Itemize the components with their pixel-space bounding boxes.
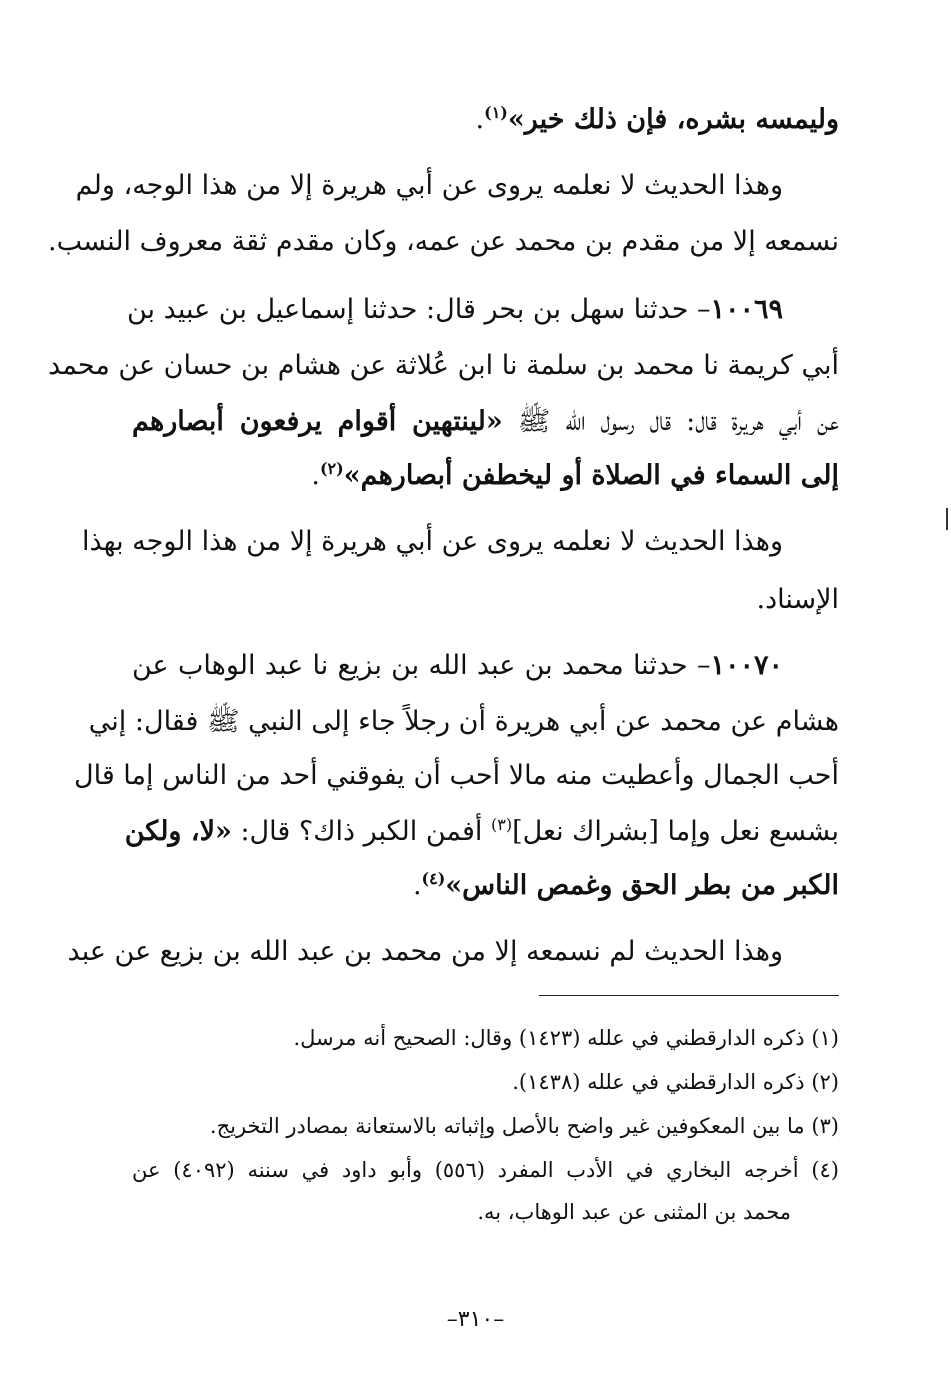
- hadith-text-bold: الكبر من بطر الحق وغمص الناس»: [445, 870, 839, 901]
- hadith-number: ١٠٠٦٩: [710, 294, 783, 325]
- footnote-2: (٢) ذكره الدارقطني في علله (١٤٣٨).: [512, 1070, 839, 1094]
- footnote-3: (٣) ما بين المعكوفين غير واضح بالأصل وإثباته بالاستعانة بمصادر التخريج.: [209, 1114, 839, 1138]
- text-line-7: [132, 456, 839, 496]
- hadith-text-bold: «لا، ولكن: [124, 816, 232, 847]
- text-line-12: أحب الجمال وأعطيت منه مالا أحب أن يفوقني أحد من الناس إما قال: [73, 760, 839, 791]
- text-line-14: [132, 866, 839, 906]
- hadith-text-bold: «لينتهين أقوام يرفعون أبصارهم: [132, 406, 503, 437]
- footnote-ref-1: (١): [484, 103, 508, 122]
- hadith-text: أفمن الكبر ذاك؟ قال:: [231, 816, 491, 847]
- line-period: .: [311, 460, 320, 491]
- text-line-5: أبي كريمة نا محمد بن سلمة نا ابن عُلاثة عن هشام بن حسان عن محمد: [48, 350, 839, 381]
- footnote-ref-3: (٣): [490, 815, 513, 834]
- text-line-1: [132, 100, 839, 140]
- text-line-13: [124, 812, 839, 852]
- text-line-3: نسمعه إلا من مقدم بن محمد عن عمه، وكان مقدم ثقة معروف النسب.: [47, 226, 839, 257]
- hadith-number: ١٠٠٧٠: [710, 650, 783, 681]
- text-line-2: وهذا الحديث لا نعلمه يروى عن أبي هريرة إلا من هذا الوجه، ولم: [75, 170, 783, 201]
- hadith-chain: عن أبي هريرة قال: قال رسول الله ﷺ: [502, 406, 839, 437]
- footnote-4-continued: محمد بن المثنى عن عبد الوهاب، به.: [477, 1200, 791, 1224]
- line-period: .: [475, 104, 485, 135]
- footnote-1: (١) ذكره الدارقطني في علله (١٤٢٣) وقال: الصحيح أنه مرسل.: [293, 1026, 839, 1050]
- hadith-text: بشسع نعل وإما [بشراك نعل]: [512, 816, 839, 847]
- footnote-4: (٤) أخرجه البخاري في الأدب المفرد (٥٥٦) وأبو داود في سننه (٤٠٩٢) عن: [132, 1158, 839, 1182]
- hadith-text-bold: وليمسه بشره، فإن ذلك خير»: [507, 104, 839, 135]
- line-period: .: [412, 870, 422, 901]
- text-line-15: وهذا الحديث لم نسمعه إلا من محمد بن عبد الله بن بزيع عن عبد: [67, 936, 783, 967]
- text-line-11: هشام عن محمد عن أبي هريرة أن رجلاً جاء إلى النبي ﷺ فقال: إني: [88, 706, 839, 737]
- hadith-10069-line-1: [127, 290, 839, 330]
- footnote-ref-4: (٤): [421, 869, 446, 888]
- hadith-text-bold: إلى السماء في الصلاة أو ليخطفن أبصارهم»: [343, 460, 839, 491]
- footnote-separator: [539, 995, 839, 996]
- text-line-9: الإسناد.: [756, 584, 839, 615]
- hadith-chain: – حدثنا محمد بن عبد الله بن بزيع نا عبد الوهاب عن: [132, 650, 711, 681]
- hadith-10070-line-1: [132, 646, 839, 686]
- text-line-8: وهذا الحديث لا نعلمه يروى عن أبي هريرة إلا من هذا الوجه بهذا: [81, 526, 783, 557]
- text-line-6: [132, 402, 839, 442]
- hadith-chain: – حدثنا سهل بن بحر قال: حدثنا إسماعيل بن عبيد بن: [127, 294, 711, 325]
- page-number: –٣١٠–: [446, 1307, 505, 1332]
- scan-edge-mark: [946, 508, 948, 530]
- footnote-ref-2: (٢): [319, 459, 344, 478]
